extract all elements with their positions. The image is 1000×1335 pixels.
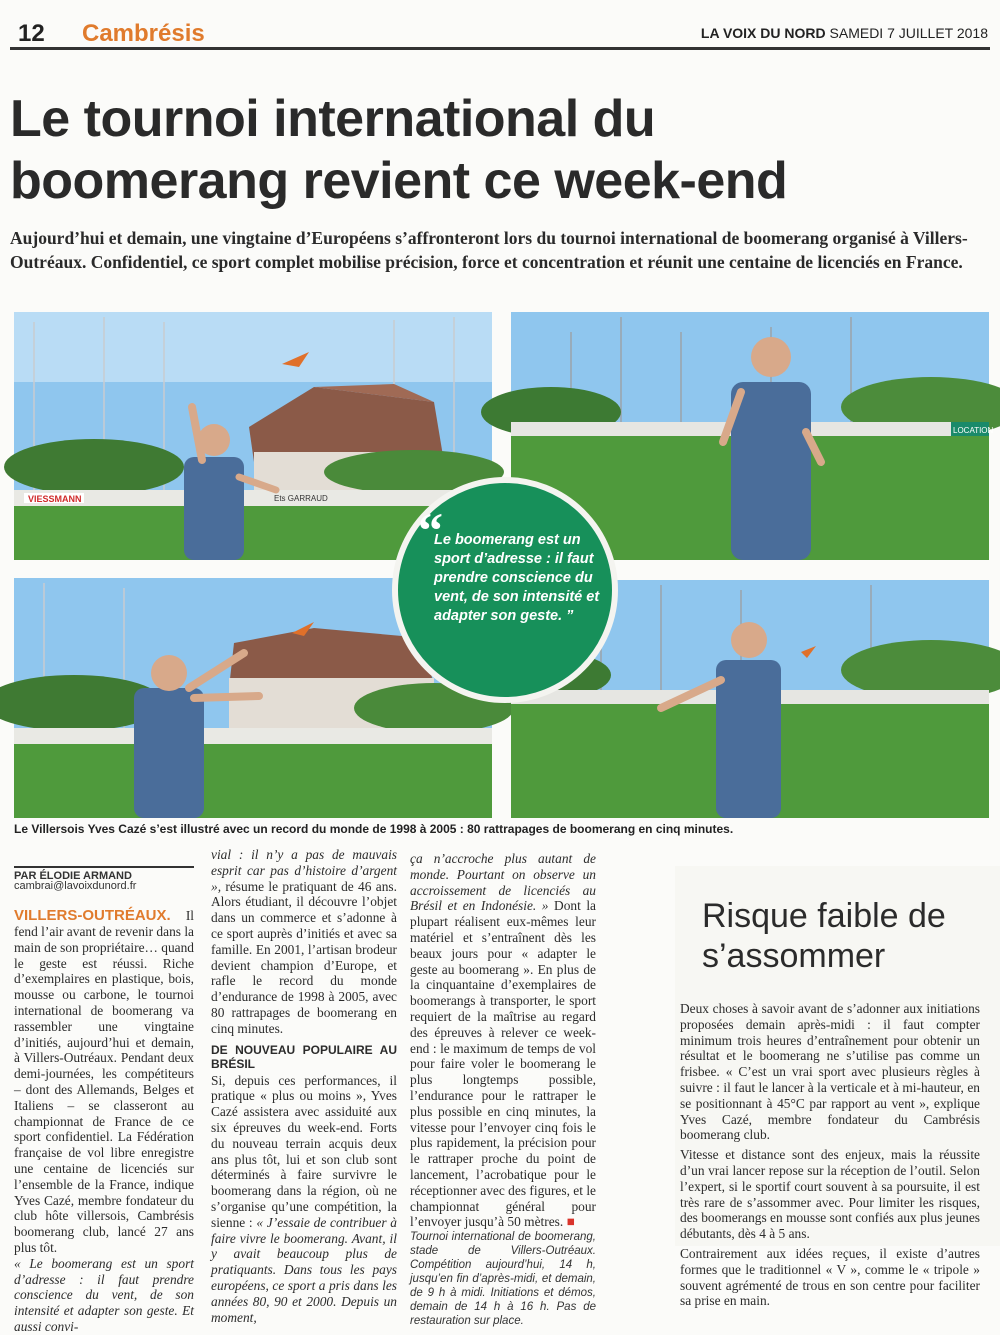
sidebar-title: Risque faible de s’assommer: [702, 897, 946, 975]
article-column-1: [14, 907, 194, 1335]
headline: [10, 88, 970, 212]
dateline: VILLERS-OUTRÉAUX.: [14, 907, 171, 924]
sidebar-text: [680, 1001, 980, 1313]
banner-garraud: Ets GARRAUD: [274, 494, 328, 503]
byline: PAR ÉLODIE ARMAND: [14, 866, 194, 882]
column-3-text: Dont la plupart réalisent eux-mêmes leur matériel et s’entraînent dès les beaux jours pour « adapter le geste au boomerang ». En plus de la cinquantaine d’exemplaires de boomerangs à transporter, le sport requiert de la maîtrise au regard des épreuves à relever ce week-end : le maximum de temps de vol pour faire voler le boomerang le plus longtemps possible, l’endurance pour le rattraper le plus possible en cinq minutes, la vitesse pour l’envoyer cinq fois le plus rapidement, la précision pour le rattraper proche du point de lancement, l’acrobatique pour le réceptionner avec des figures, et le championnat général pour l’envoyer jusqu’à 50 mètres.: [410, 898, 597, 1230]
event-info: Tournoi international de boomerang, stade de Villers-Outréaux. Compétition aujourd’hui, 14 h, jusqu’en fin d’après-midi, et demain, de 9 h à midi. Initiations et démos, demain de 14 h à 16 h. Pas de restauration sur place.: [410, 1231, 596, 1328]
subhead: DE NOUVEAU POPULAIRE AU BRÉSIL: [211, 1042, 397, 1071]
quote-mark-icon: “: [418, 502, 443, 558]
page-number: 12: [18, 20, 45, 47]
column-1-quote: « Le boomerang est un sport d’adresse : il faut prendre conscience du vent, de son intensité et adapter son geste. Et aussi convi-: [14, 1255, 194, 1334]
newspaper-info: [701, 25, 988, 41]
column-2-quote: vial : il n’y a pas de mauvais esprit car pas d’histoire d’argent »,: [211, 847, 397, 894]
column-2-quote-2: « J’essaie de contribuer à faire vivre le boomerang. Avant, il y avait beaucoup plus de pratiquants. Dans tous les pays européens, ce sport a pris dans les années 80, 90 et 2000. Depuis un moment,: [211, 1214, 397, 1325]
newspaper-name: LA VOIX DU NORD: [700, 25, 826, 41]
article-column-2: [211, 847, 397, 1325]
pull-quote-body: Le boomerang est un sport d’adresse : il faut prendre conscience du vent, de son intensité et adapter son geste.: [434, 532, 600, 624]
lede: Aujourd’hui et demain, une vingtaine d’Européens s’affronteront lors du tournoi international de boomerang organisé à Villers-Outréaux. Confidentiel, ce sport complet mobilise précision, force et concentration et réunit une centaine de licenciés en France.: [10, 228, 968, 272]
photo-caption: Le Villersois Yves Cazé s’est illustré avec un record du monde de 1998 à 2005 : 80 rattrapages de boomerang en cinq minutes.: [14, 822, 734, 836]
author-email: cambrai@lavoixdunord.fr: [14, 880, 137, 892]
sidebar-paragraph-1: Deux choses à savoir avant de s’adonner aux initiations proposées demain après-midi : il faut compter minimum trois heures d’entraînement pour obtenir un résultat et le boomerang ne s’utilise pas comme un frisbee. « C’est un vrai sport avec plusieurs règles à suivre : il faut le lancer à la verticale et à mi-hauteur, en se positionnant à 45°C par rapport au vent », explique Yves Cazé, membre fondateur du Cambrésis boomerang club.: [680, 1001, 980, 1143]
column-1-text: Il fend l’air avant de revenir dans la main de son propriétaire… quand le geste est réussi. Riche d’exemplaires en plastique, bois, mousse ou carbone, le tournoi international de boomerang va rassembler une vingtaine d’initiés, aujourd’hui et demain, à Villers-Outréaux. Pendant deux demi-journées, les compétiteurs – dont des Allemands, Belges et Italiens – se classeront au championnat de France de ce sport confidentiel. La Fédération française de vol libre enregistre une centaine de licenciés sur l’ensemble de la France, indique Yves Cazé, membre fondateur du club hôte villersois, Cambrésis boomerang club, lancé 27 ans plus tôt.: [14, 908, 194, 1255]
banner-location: LOCATION: [953, 426, 994, 435]
column-2-text-2: Si, depuis ces performances, il pratique « plus ou moins », Yves Cazé assistera avec assiduité aux six épreuves du week-end. Forts du nouveau terrain acquis deux ans plus tôt, lui et son club sont déterminés à faire survivre le boomerang dans la région, où ne s’organise qu’une compétition, la sienne :: [211, 1072, 397, 1230]
column-3-quote: ça n’accroche plus autant de monde. Pourtant on observe un accroissement de licenciés au Brésil et en Indonésie. »: [410, 851, 596, 914]
column-2-text: résume le pratiquant de 46 ans. Alors étudiant, il découvre l’objet dans un commerce et s’adonne à ce sport auprès d’initiés et avec sa famille. En 2001, l’artisan brodeur devient champion d’Europe, et rafle le record du monde d’endurance de 1998 à 2005, avec 80 rattrapages de boomerang en cinq minutes.: [211, 878, 397, 1036]
end-mark-icon: ■: [566, 1214, 575, 1230]
sidebar-paragraph-3: Contrairement aux idées reçues, il existe d’autres formes que le traditionnel « V », comme le « tripole » souvent agrémenté de trous en son centre pour faciliter sa prise en main.: [680, 1245, 980, 1309]
pull-quote-text: [434, 531, 604, 626]
headline-line-1: Le tournoi international du: [10, 90, 656, 148]
pull-quote: [392, 477, 618, 703]
page-header: [10, 14, 990, 50]
issue-date: SAMEDI 7 JUILLET 2018: [829, 25, 988, 41]
quote-close-mark: ”: [566, 608, 574, 624]
article-column-3: [410, 851, 596, 1328]
banner-viessmann: VIESSMANN: [28, 494, 82, 504]
section-title: Cambrésis: [82, 20, 205, 47]
sidebar-paragraph-2: Vitesse et distance sont des enjeux, mais la réussite d’un vrai lancer repose sur la réception de l’outil. Selon l’expert, si le sportif court souvent à sa poursuite, il est très rare de s’assommer avec. Pour limiter les risques, des boomerangs en mousse sont confiés aux plus jeunes débutants, dès 4 à 5 ans.: [680, 1147, 980, 1242]
headline-line-2: boomerang revient ce week-end: [10, 152, 788, 210]
